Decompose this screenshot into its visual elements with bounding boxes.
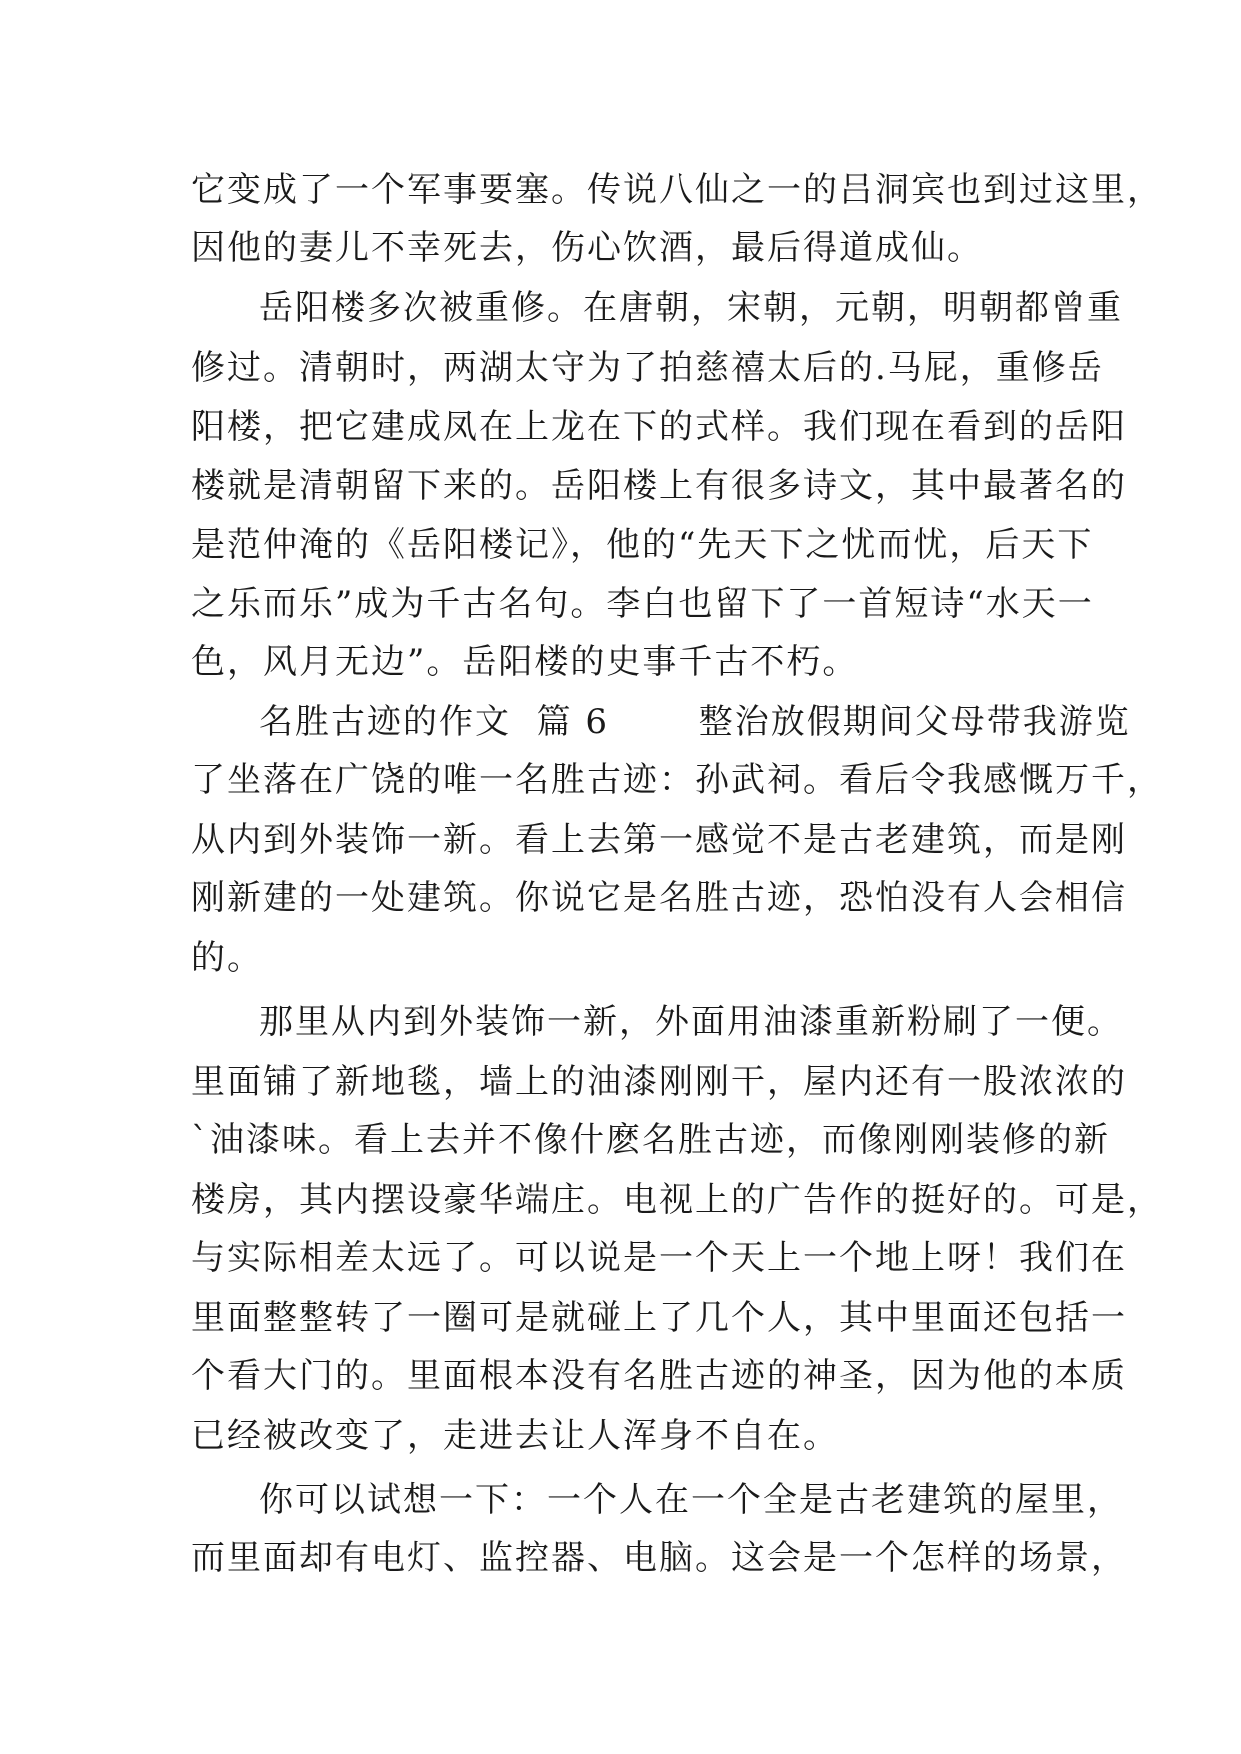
text-line: 阳楼，把它建成凤在上龙在下的式样。我们现在看到的岳阳	[191, 407, 1127, 447]
text-line: 刚新建的一处建筑。你说它是名胜古迹，恐怕没有人会相信	[191, 878, 1127, 918]
text-line: 那里从内到外装饰一新，外面用油漆重新粉刷了一便。	[259, 1002, 1123, 1042]
text-line: 楼房，其内摆设豪华端庄。电视上的广告作的挺好的。可是，	[191, 1180, 1163, 1220]
text-line: 楼就是清朝留下来的。岳阳楼上有很多诗文，其中最著名的	[191, 466, 1127, 506]
section-heading-line: 名胜古迹的作文 篇 6 整治放假期间父母带我游览	[259, 702, 1131, 742]
text-line: 你可以试想一下：一个人在一个全是古老建筑的屋里，	[259, 1480, 1123, 1520]
text-line: 从内到外装饰一新。看上去第一感觉不是古老建筑，而是刚	[191, 820, 1127, 860]
text-line: 与实际相差太远了。可以说是一个天上一个地上呀！我们在	[191, 1238, 1127, 1278]
text-line: `油漆味。看上去并不像什麽名胜古迹，而像刚刚装修的新	[191, 1120, 1110, 1160]
text-line: 了坐落在广饶的唯一名胜古迹：孙武祠。看后令我感慨万千，	[191, 760, 1163, 800]
text-line: 里面铺了新地毯，墙上的油漆刚刚干，屋内还有一股浓浓的	[191, 1062, 1127, 1102]
text-line: 的。	[191, 938, 263, 978]
text-line: 里面整整转了一圈可是就碰上了几个人，其中里面还包括一	[191, 1298, 1127, 1338]
text-line: 修过。清朝时，两湖太守为了拍慈禧太后的.马屁，重修岳	[191, 348, 1104, 388]
text-line: 岳阳楼多次被重修。在唐朝，宋朝，元朝，明朝都曾重	[259, 288, 1123, 328]
text-line: 是范仲淹的《岳阳楼记》，他的“先天下之忧而忧，后天下	[191, 525, 1094, 565]
text-line: 色，风月无边”。岳阳楼的史事千古不朽。	[191, 642, 859, 682]
text-line: 个看大门的。里面根本没有名胜古迹的神圣，因为他的本质	[191, 1356, 1127, 1396]
text-line: 之乐而乐”成为千古名句。李白也留下了一首短诗“水天一	[191, 584, 1094, 624]
text-line: 而里面却有电灯、监控器、电脑。这会是一个怎样的场景，	[191, 1538, 1127, 1578]
text-line: 它变成了一个军事要塞。传说八仙之一的吕洞宾也到过这里，	[191, 170, 1163, 210]
text-line: 因他的妻儿不幸死去，伤心饮酒，最后得道成仙。	[191, 228, 983, 268]
text-line: 已经被改变了，走进去让人浑身不自在。	[191, 1416, 839, 1456]
